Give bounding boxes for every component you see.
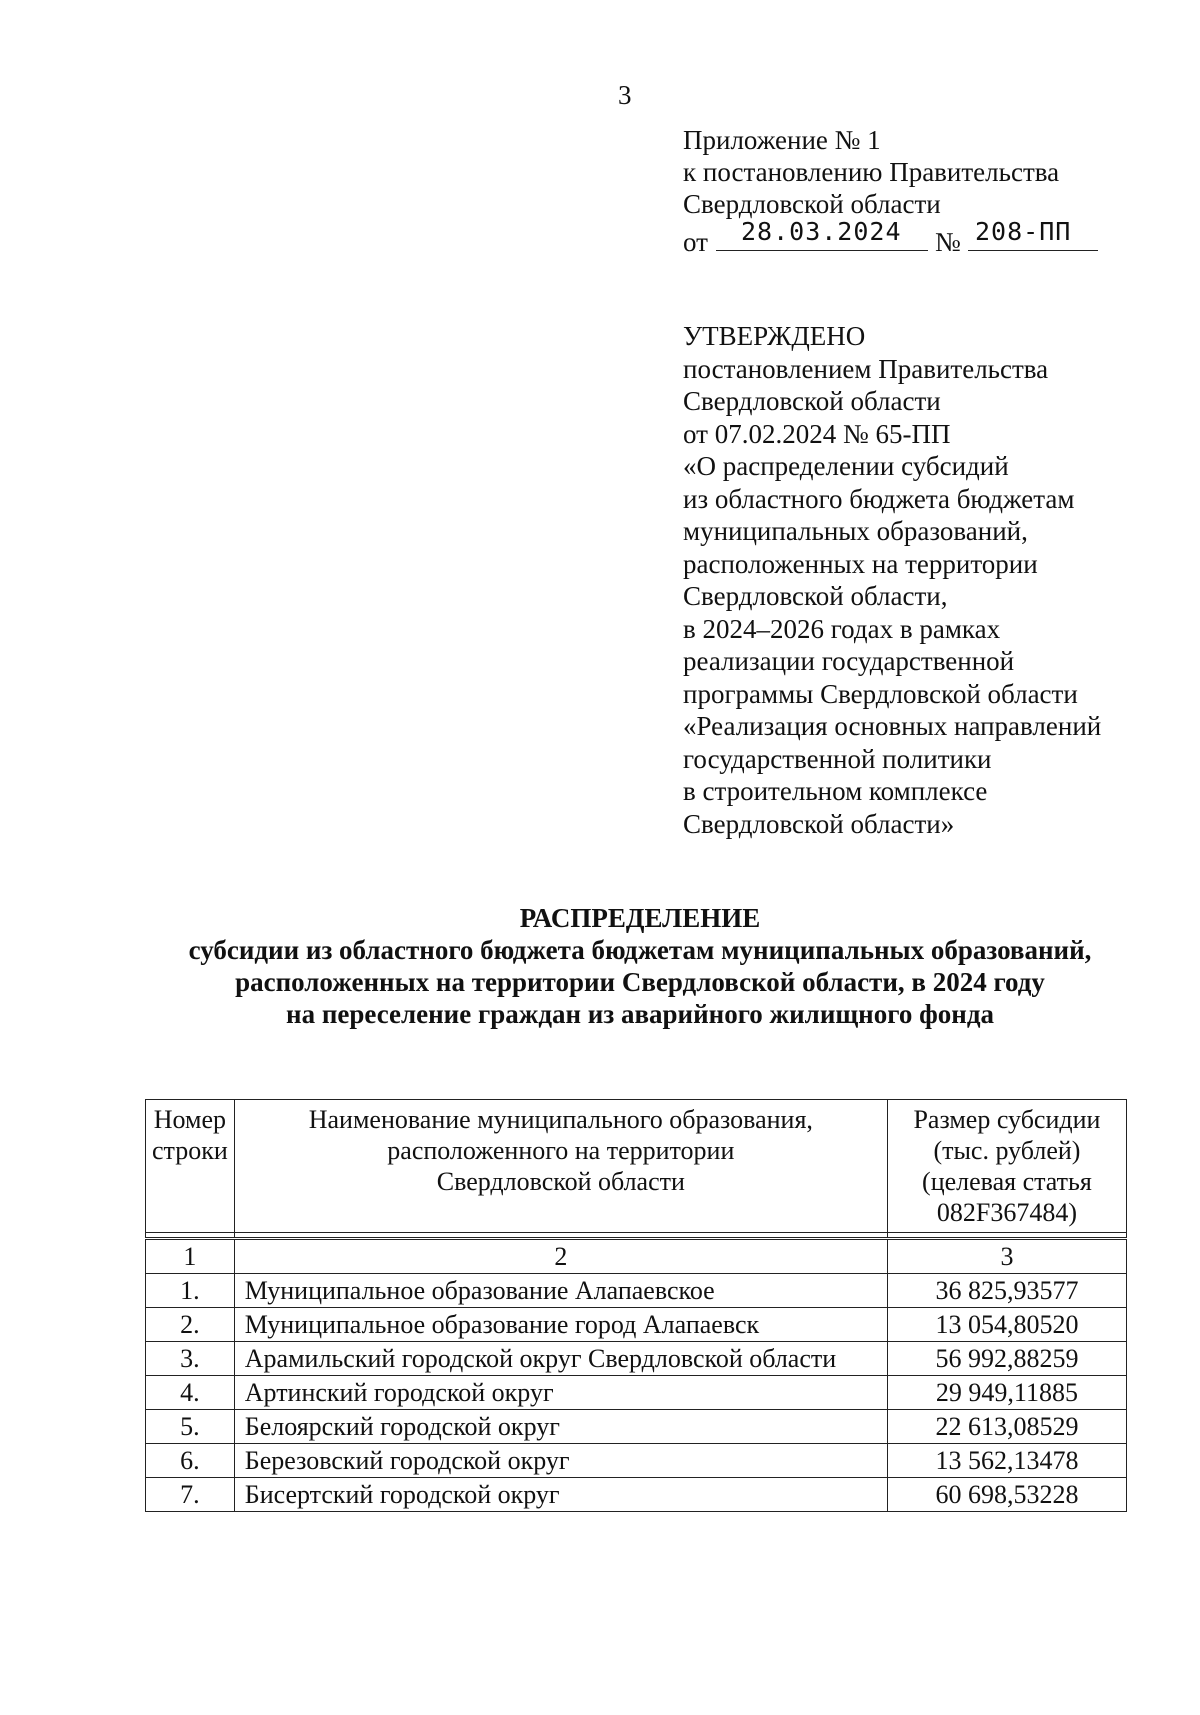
document-heading: [0, 902, 1200, 1030]
table-row: [146, 1376, 1127, 1410]
municipality-name: Белоярский городской округ: [234, 1410, 887, 1444]
number-underline: [968, 250, 1098, 251]
subsidy-amount: 29 949,11885: [887, 1376, 1126, 1410]
approved-line: УТВЕРЖДЕНО: [683, 321, 866, 351]
municipality-name: Арамильский городской округ Свердловской области: [234, 1342, 887, 1376]
table-row: [146, 1274, 1127, 1308]
approved-line: «О распределении субсидий: [683, 451, 1009, 481]
subsidy-amount: 56 992,88259: [887, 1342, 1126, 1376]
header-text: расположенного на территории: [387, 1136, 735, 1165]
approved-line: программы Свердловской области: [683, 678, 1078, 709]
approved-line: муниципальных образований,: [683, 516, 1028, 546]
row-number: 1.: [146, 1274, 235, 1308]
date-underline: [716, 250, 928, 251]
appendix-line: к постановлению Правительства: [683, 157, 1060, 187]
table-row: [146, 1410, 1127, 1444]
table-row: [146, 1444, 1127, 1478]
document-subtitle-line: расположенных на территории Свердловской области, в 2024 году: [235, 967, 1045, 997]
header-text: Наименование муниципального образования,: [308, 1105, 813, 1134]
header-text: Номер: [153, 1105, 227, 1134]
approved-line: Свердловской области»: [683, 808, 955, 839]
table-row: [146, 1308, 1127, 1342]
approved-line: государственной политики: [683, 743, 992, 774]
number-prefix: №: [935, 227, 961, 257]
table-header-row: [146, 1100, 1127, 1233]
approved-line: постановлением Правительства: [683, 353, 1049, 384]
header-subsidy-amount: [887, 1100, 1126, 1233]
municipality-name: Артинский городской округ: [234, 1376, 887, 1410]
subsidy-amount: 22 613,08529: [887, 1410, 1126, 1444]
approved-line: от 07.02.2024 № 65-ПП: [683, 418, 951, 449]
appendix-line: Приложение № 1: [683, 125, 881, 155]
row-number: 4.: [146, 1376, 235, 1410]
distribution-table: [145, 1099, 1127, 1512]
table-row: [146, 1478, 1127, 1512]
column-number-row: [146, 1239, 1127, 1274]
subsidy-amount: 36 825,93577: [887, 1274, 1126, 1308]
approved-block: [683, 320, 1183, 840]
header-municipality-name: [234, 1100, 887, 1233]
appendix-block: [683, 124, 1163, 260]
row-number: 2.: [146, 1308, 235, 1342]
date-prefix: от: [683, 227, 708, 257]
municipality-name: Муниципальное образование Алапаевское: [234, 1274, 887, 1308]
date-value: 28.03.2024: [741, 217, 902, 246]
municipality-name: Березовский городской округ: [234, 1444, 887, 1478]
row-number: 7.: [146, 1478, 235, 1512]
header-row-number: [146, 1100, 235, 1233]
appendix-line: Свердловской области: [683, 189, 941, 219]
municipality-name: Бисертский городской округ: [234, 1478, 887, 1512]
page-number: 3: [618, 80, 632, 110]
header-text: Размер субсидии: [913, 1105, 1101, 1134]
approved-line: в строительном комплексе: [683, 776, 988, 806]
column-number: 1: [146, 1239, 235, 1274]
approved-line: расположенных на территории: [683, 548, 1038, 579]
document-subtitle-line: на переселение граждан из аварийного жилищного фонда: [286, 999, 994, 1029]
header-text: (целевая статья: [922, 1167, 1092, 1196]
column-number: 2: [234, 1239, 887, 1274]
row-number: 3.: [146, 1342, 235, 1376]
number-value: 208-ПП: [975, 217, 1072, 246]
row-number: 6.: [146, 1444, 235, 1478]
subsidy-amount: 60 698,53228: [887, 1478, 1126, 1512]
municipality-name: Муниципальное образование город Алапаевск: [234, 1308, 887, 1342]
approved-line: Свердловской области,: [683, 581, 948, 611]
approved-line: в 2024–2026 годах в рамках: [683, 613, 1001, 644]
subsidy-amount: 13 562,13478: [887, 1444, 1126, 1478]
header-text: Свердловской области: [436, 1167, 685, 1196]
document-title: РАСПРЕДЕЛЕНИЕ: [519, 903, 761, 933]
approved-line: из областного бюджета бюджетам: [683, 483, 1075, 514]
row-number: 5.: [146, 1410, 235, 1444]
table-row: [146, 1342, 1127, 1376]
document-subtitle-line: субсидии из областного бюджета бюджетам муниципальных образований,: [188, 935, 1092, 965]
header-text: 082F367484): [936, 1198, 1078, 1227]
approved-line: Свердловской области: [683, 386, 941, 416]
appendix-date-number-line: [683, 217, 1163, 260]
header-text: (тыс. рублей): [933, 1136, 1081, 1165]
subsidy-amount: 13 054,80520: [887, 1308, 1126, 1342]
column-number: 3: [887, 1239, 1126, 1274]
approved-line: «Реализация основных направлений: [683, 711, 1102, 741]
header-text: строки: [152, 1136, 228, 1165]
approved-line: реализации государственной: [683, 646, 1015, 676]
